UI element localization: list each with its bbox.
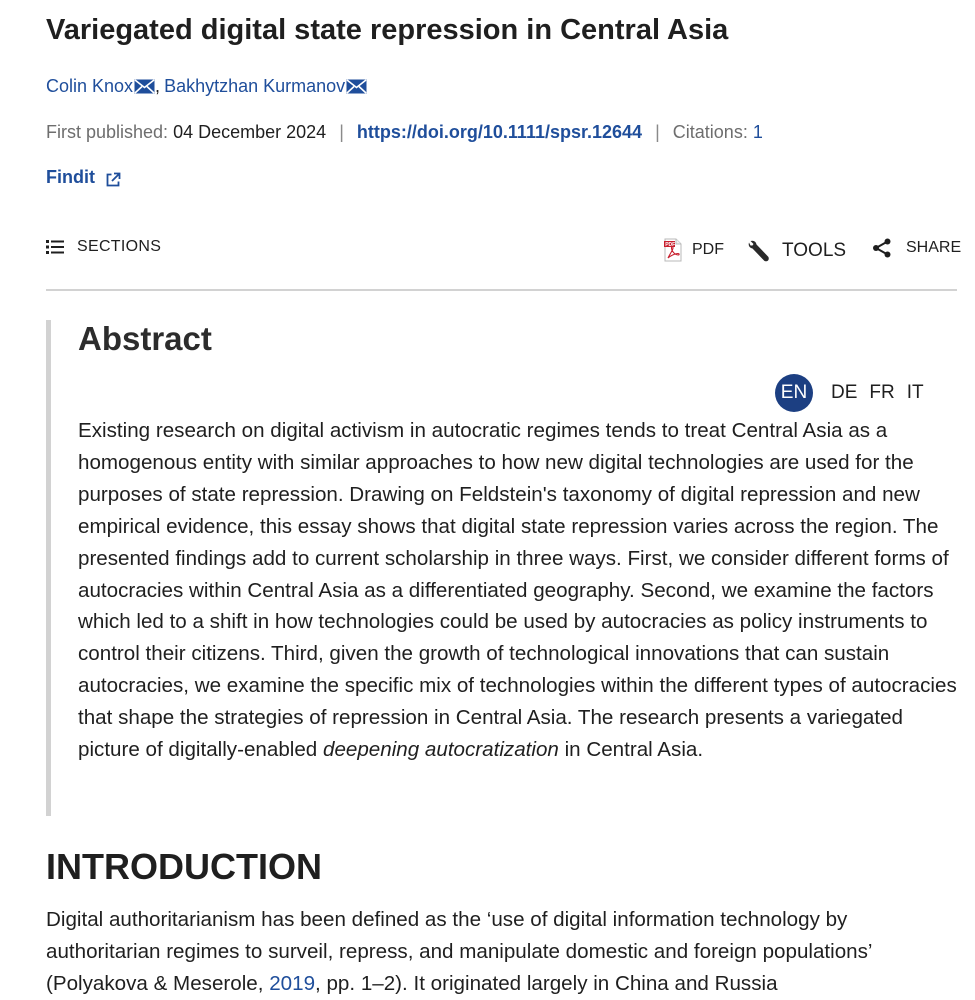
pdf-file-icon — [664, 238, 682, 262]
author-list — [46, 76, 367, 97]
introduction-body: Digital authoritarianism has been defined as the ‘use of digital information technology by authoritarian regimes to surveil, repress, and manipulate domestic and foreign populations’ (Polyakova & Meserole, — [46, 908, 872, 995]
pdf-label: PDF — [692, 241, 724, 258]
external-link-icon — [105, 172, 121, 188]
abstract-text — [78, 415, 963, 766]
doi-link[interactable]: https://doi.org/10.1111/spsr.12644 — [356, 122, 643, 142]
publication-info — [46, 122, 763, 143]
wrench-icon — [746, 238, 772, 264]
author-separator: , — [155, 76, 161, 96]
citations-count-link[interactable]: 1 — [752, 122, 763, 142]
sections-label: SECTIONS — [77, 238, 162, 255]
svg-text:PDF: PDF — [665, 242, 676, 248]
toolbar-divider — [46, 289, 957, 291]
share-label: SHARE — [906, 239, 962, 256]
language-option-it[interactable]: IT — [906, 382, 924, 403]
envelope-icon[interactable] — [346, 79, 367, 94]
article-title: Variegated digital state repression in Central Asia — [46, 14, 729, 46]
article-toolbar — [46, 238, 962, 268]
sections-button[interactable] — [46, 238, 161, 256]
abstract-emphasis: deepening autocratization — [322, 738, 559, 762]
introduction-body-end: , pp. 1–2). It originated largely in China and Russia — [315, 971, 778, 995]
pdf-button[interactable] — [664, 238, 724, 262]
author-link[interactable]: Bakhytzhan Kurmanov — [164, 76, 346, 96]
introduction-text — [46, 904, 956, 1000]
author-link[interactable]: Colin Knox — [46, 76, 134, 96]
separator: | — [655, 122, 660, 142]
abstract-body: Existing research on digital activism in autocratic regimes tends to treat Central Asia as a homogenous entity with similar approaches to how new digital technologies are used for the purposes of state repression. Drawing on Feldstein's taxonomy of digital repression and new empirical evidence, this essay shows that digital state repression varies across the region. The presented findings add to current scholarship in three ways. First, we consider different forms of autocracies within Central Asia as a differentiated geography. Second, we examine the factors which led to a shift in how technologies could be used by autocracies as policy instruments to control their citizens. Third, given the growth of technological innovations that can sustain autocracies, we examine the specific mix of technologies within the different types of autocracies that shape the strategies of repression in Central Asia. The research presents a variegated picture of digitally-enabled — [78, 419, 957, 762]
share-button[interactable] — [872, 238, 961, 258]
language-option-fr[interactable]: FR — [869, 382, 895, 403]
citations-label: Citations: — [672, 122, 748, 142]
language-option-en[interactable]: EN — [775, 374, 813, 412]
tools-button[interactable] — [746, 238, 846, 264]
language-option-de[interactable]: DE — [831, 382, 858, 403]
tools-label: TOOLS — [782, 240, 847, 261]
findit-label: Findit — [46, 167, 95, 187]
reference-link[interactable]: 2019 — [269, 971, 316, 995]
abstract-heading: Abstract — [78, 320, 212, 357]
separator: | — [339, 122, 344, 142]
first-published-label: First published: — [46, 122, 169, 142]
share-icon — [872, 238, 892, 258]
abstract-ending: in Central Asia. — [558, 738, 704, 762]
findit-link[interactable] — [46, 167, 121, 188]
abstract-section — [46, 320, 962, 816]
introduction-heading: INTRODUCTION — [46, 846, 322, 887]
envelope-icon[interactable] — [134, 79, 155, 94]
list-icon — [46, 239, 64, 255]
language-switcher — [775, 374, 924, 412]
first-published-date: 04 December 2024 — [173, 122, 327, 142]
